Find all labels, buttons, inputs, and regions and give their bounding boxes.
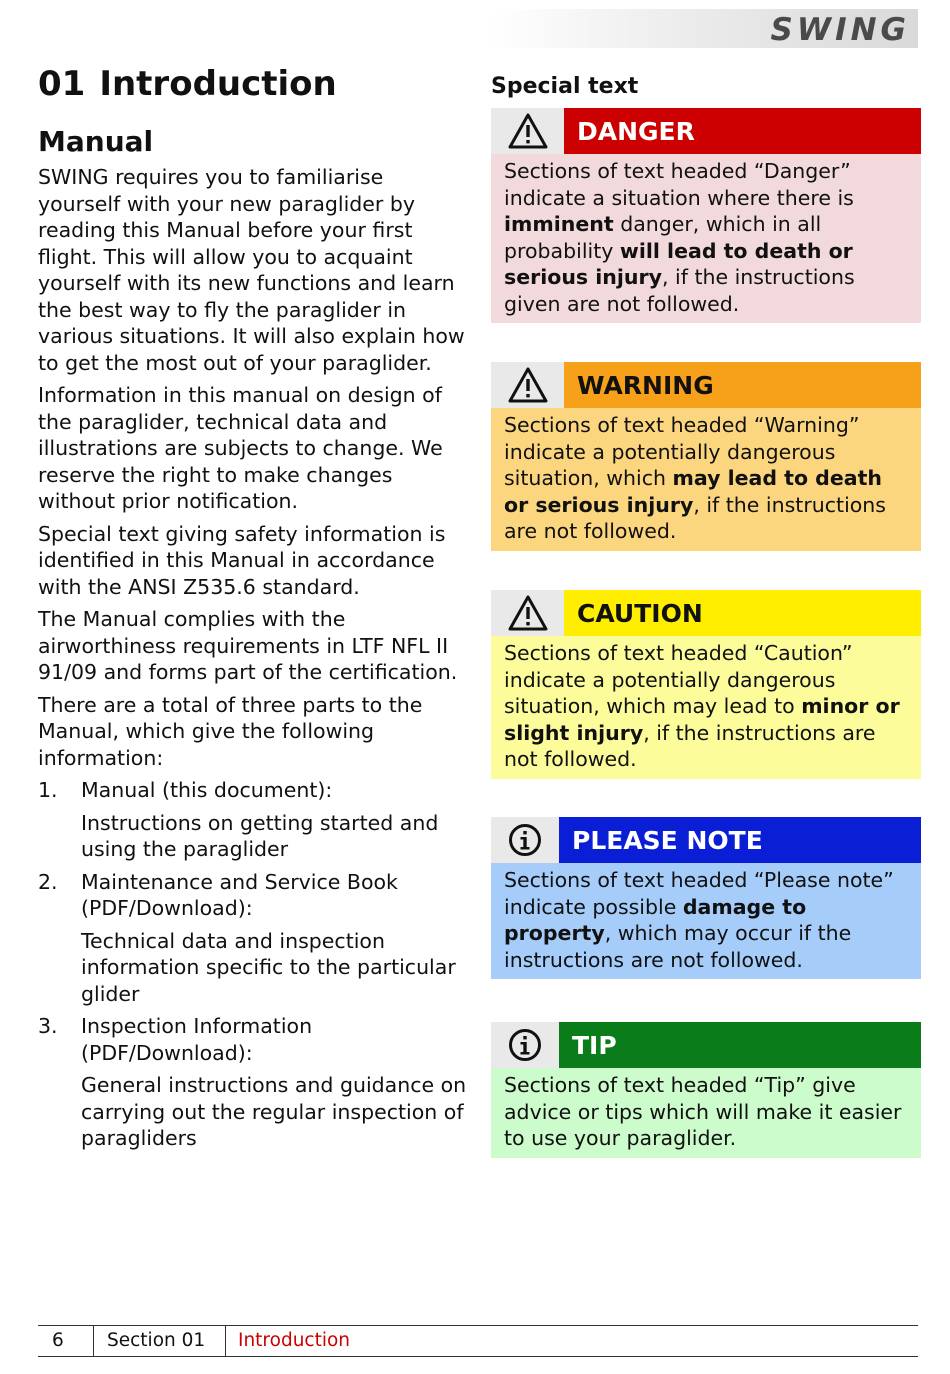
danger-body [491, 154, 921, 323]
swing-logo: SWING [770, 12, 910, 48]
header-bar [490, 9, 918, 48]
body-text: , which may occur if the instructions are not followed. [504, 921, 852, 972]
emphasis-text: imminent [504, 212, 614, 236]
list-item-desc: General instructions and guidance on carrying out the regular inspection of paragliders [81, 1073, 467, 1150]
warning-box-header [491, 362, 921, 408]
special-text-column [491, 72, 921, 1150]
note-box [491, 817, 921, 979]
emphasis-text: will lead to death or serious injury [504, 238, 853, 289]
caution-title: CAUTION [564, 590, 921, 636]
paragraph: Special text giving safety information is identified in this Manual in accordance with the ANSI Z535.6 standard. [38, 521, 446, 599]
note-body [491, 863, 921, 979]
page-number: 6 [52, 1330, 64, 1351]
manual-heading: Manual [38, 125, 154, 158]
footer-divider [225, 1326, 226, 1356]
body-text: Sections of text headed “Danger” indicate a situation where there is [504, 159, 854, 210]
manual-parts-list [38, 777, 470, 1152]
footer-chapter: Introduction [238, 1330, 351, 1351]
section-title: Introduction [99, 64, 337, 104]
caution-box [491, 590, 921, 779]
warning-triangle-icon [491, 108, 564, 154]
info-circle-icon [491, 1022, 559, 1068]
body-text: danger, which in all probability [504, 212, 822, 263]
paragraph: The Manual complies with the airworthiness requirements in LTF NFL II 91/09 and forms part of the certification. [38, 607, 458, 684]
danger-box-header [491, 108, 921, 154]
warning-box [491, 362, 921, 551]
body-text: Sections of text headed “Tip” give advice or tips which will make it easier to use your paraglider. [504, 1073, 902, 1150]
warning-title: WARNING [564, 362, 921, 408]
body-text: , if the instructions are not followed. [504, 492, 886, 543]
list-item [38, 869, 470, 1008]
body-text: , if the instructions given are not followed. [504, 265, 855, 316]
list-number: 3. [38, 1014, 58, 1038]
emphasis-text: damage to property [504, 894, 807, 945]
body-text: , if the instructions are not followed. [504, 720, 876, 771]
section-number: 01 [38, 64, 86, 104]
page-footer [38, 1325, 918, 1357]
footer-divider [93, 1326, 94, 1356]
page-title [38, 62, 470, 106]
list-item-title: Inspection Information (PDF/Download): [81, 1014, 313, 1065]
list-item [38, 777, 470, 863]
info-circle-icon [491, 817, 559, 863]
list-item-title: Manual (this document): [81, 778, 333, 802]
tip-body [491, 1068, 921, 1158]
list-number: 1. [38, 778, 58, 802]
paragraph: SWING requires you to familiarise yourself with your new paraglider by reading this Manual before your first flight. This will allow you to acquaint yourself with its new functions and learn the best way to fly the paraglider in various situations. It will also explain how to get the most out of your paraglider. [38, 165, 465, 375]
emphasis-text: minor or slight injury [504, 694, 900, 745]
caution-box-header [491, 590, 921, 636]
list-item-title: Maintenance and Service Book (PDF/Download): [81, 869, 398, 920]
intro-column [38, 62, 470, 1158]
caution-body [491, 636, 921, 779]
tip-box-header [491, 1022, 921, 1068]
tip-box [491, 1022, 921, 1158]
danger-title: DANGER [564, 108, 921, 154]
list-item-desc: Instructions on getting started and using the paraglider [81, 810, 439, 861]
body-text: Sections of text headed “Caution” indicate a potentially dangerous situation, which may lead to [504, 641, 853, 718]
list-item-desc: Technical data and inspection information specific to the particular glider [81, 928, 456, 1006]
emphasis-text: may lead to death or serious injury [504, 466, 882, 517]
warning-body [491, 408, 921, 551]
paragraph: There are a total of three parts to the Manual, which give the following information: [38, 692, 423, 770]
note-title: PLEASE NOTE [559, 817, 921, 863]
warning-triangle-icon [491, 590, 564, 636]
special-text-heading: Special text [491, 74, 639, 99]
body-text: Sections of text headed “Warning” indicate a potentially dangerous situation, which [504, 413, 860, 490]
paragraph: Information in this manual on design of the paraglider, technical data and illustrations are subjects to change. We reserve the right to make changes without prior notification. [38, 383, 443, 513]
danger-box [491, 108, 921, 323]
list-number: 2. [38, 869, 58, 894]
warning-triangle-icon [491, 362, 564, 408]
tip-title: TIP [559, 1022, 921, 1068]
footer-section: Section 01 [107, 1330, 206, 1351]
list-item [38, 1013, 470, 1152]
body-text: Sections of text headed “Please note” indicate possible [504, 868, 894, 919]
note-box-header [491, 817, 921, 863]
